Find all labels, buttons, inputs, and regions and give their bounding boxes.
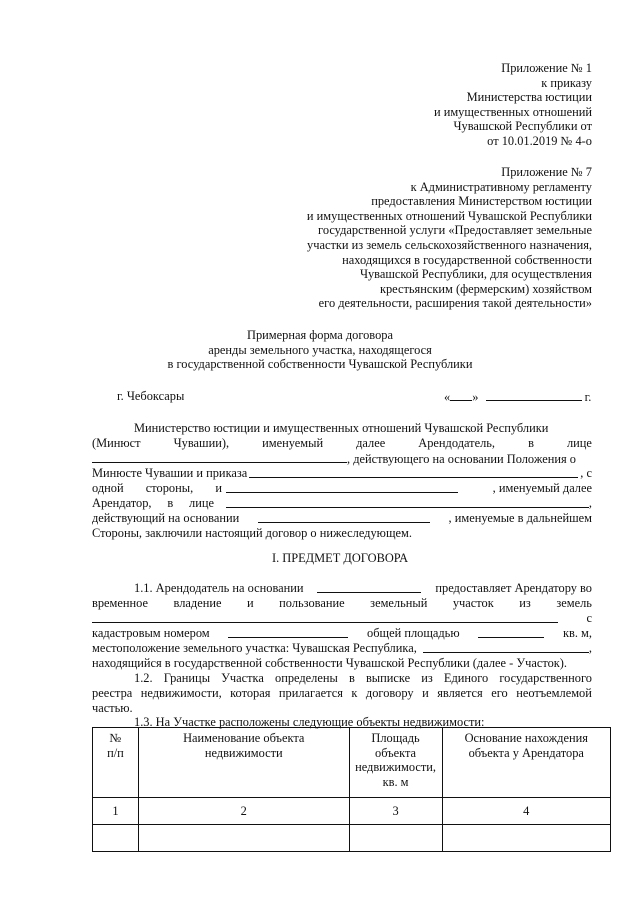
- appendix-1-line: Чувашской Республики от: [453, 119, 592, 134]
- word: лице: [189, 496, 214, 510]
- intro-line-6: [92, 496, 592, 511]
- clause-1-1-line-6: находящийся в государственной собственности Чувашской Республики (далее - Участок).: [92, 656, 568, 670]
- appendix-7-line: государственной услуги «Предоставляет земельные: [318, 223, 592, 238]
- word: определены: [275, 671, 338, 685]
- column-number-cell: 4: [442, 798, 610, 825]
- clause-text: кв. м,: [562, 626, 592, 640]
- clause-1-1-line-1: [134, 581, 592, 596]
- appendix-1-line: и имущественных отношений: [433, 104, 592, 119]
- tenant-representative-blank[interactable]: [226, 496, 589, 508]
- intro-text: , действующего на основании Положения о: [347, 452, 576, 466]
- word: Границы: [163, 671, 211, 685]
- title-line: в государственной собственности Чувашской Республики: [167, 357, 473, 372]
- month-blank[interactable]: [486, 389, 582, 401]
- word: и: [422, 686, 429, 700]
- intro-text: действующий на основании: [92, 511, 240, 525]
- clause-text: с: [586, 611, 592, 625]
- intro-text: , именуемый далее: [492, 481, 592, 495]
- word: Единого: [443, 671, 489, 685]
- word: временное: [92, 596, 148, 610]
- word: земельный: [370, 596, 428, 610]
- title-line: Примерная форма договора: [247, 328, 393, 342]
- title-line: аренды земельного участка, находящегося: [208, 342, 432, 357]
- appendix-7-line: участки из земель сельскохозяйственного назначения,: [307, 237, 592, 252]
- clause-1-2-line-3: частью.: [92, 701, 133, 715]
- city: г. Чебоксары: [117, 389, 185, 403]
- clause-text: ,: [588, 641, 592, 655]
- intro-text: ,: [588, 496, 592, 510]
- column-number-cell: 1: [93, 798, 139, 825]
- intro-line-8: Стороны, заключили настоящий договор о нижеследующем.: [92, 526, 412, 540]
- intro-line-2: [92, 436, 592, 451]
- column-header-area: Площадь объекта недвижимости, кв. м: [349, 728, 442, 798]
- appendix-1-line: Приложение № 1: [501, 61, 592, 75]
- word: является: [437, 686, 483, 700]
- appendix-1-line: Министерства юстиции: [466, 90, 592, 105]
- word: стороны,: [145, 481, 194, 495]
- clause-text: кадастровым номером: [92, 626, 210, 640]
- clause-text: общей площадью: [367, 626, 460, 640]
- year-suffix: г.: [584, 390, 592, 404]
- word: к: [351, 686, 358, 700]
- appendix-7-line: его деятельности, расширения такой деятельности»: [318, 296, 592, 311]
- clause-1-2-line-1: [134, 671, 592, 686]
- appendix-7-line: Чувашской Республики, для осуществления: [359, 267, 592, 282]
- word: из: [421, 671, 433, 685]
- clause-text: местоположение земельного участка: Чувашская Республика,: [92, 641, 417, 655]
- word: выписке: [365, 671, 411, 685]
- land-category-blank[interactable]: [92, 611, 558, 623]
- table-header-row: [93, 728, 611, 798]
- column-header-object-name: Наименование объекта недвижимости: [138, 728, 349, 798]
- intro-line-5: [92, 481, 592, 496]
- clause-1-1-line-4: [92, 626, 592, 641]
- empty-cell[interactable]: [138, 825, 349, 852]
- clause-1-3: 1.3. На Участке расположены следующие объекты недвижимости:: [134, 715, 485, 729]
- intro-text: Министерство юстиции и имущественных отношений Чувашской Республики: [134, 421, 549, 435]
- word: договору: [365, 686, 414, 700]
- clause-text: 1.1. Арендодатель на основании: [134, 581, 304, 595]
- date-field: [444, 389, 604, 405]
- word: и: [247, 596, 254, 610]
- clause-1-1-line-2: [92, 596, 592, 611]
- appendix-7-line: к Административному регламенту: [410, 179, 592, 194]
- word: Участка: [221, 671, 264, 685]
- word: государственного: [499, 671, 592, 685]
- area-blank[interactable]: [478, 626, 544, 638]
- table-row: [93, 798, 611, 825]
- word: участок: [452, 596, 494, 610]
- word: владение: [173, 596, 222, 610]
- representative-blank[interactable]: [92, 451, 347, 463]
- appendix-7-header: [307, 165, 592, 311]
- column-header-number: № п/п: [93, 728, 139, 798]
- date-quote-close: »: [472, 390, 479, 404]
- appendix-7-line: предоставления Министерством юстиции: [371, 194, 592, 209]
- appendix-7-line: находящихся в государственной собственности: [342, 252, 592, 267]
- section-heading: I. ПРЕДМЕТ ДОГОВОРА: [271, 551, 409, 565]
- tenant-basis-blank[interactable]: [258, 511, 430, 523]
- intro-line-1: [134, 421, 592, 436]
- word: которая: [230, 686, 271, 700]
- clause-1-1-line-3: [92, 611, 592, 626]
- intro-words: [92, 481, 222, 496]
- date-quote-open: «: [444, 390, 451, 404]
- intro-line-3: [92, 451, 592, 467]
- word: именуемый: [262, 436, 324, 450]
- appendix-1-line: к приказу: [541, 75, 592, 90]
- empty-cell[interactable]: [93, 825, 139, 852]
- tenant-blank[interactable]: [226, 481, 458, 493]
- word: Арендодатель,: [418, 436, 496, 450]
- appendix-1-line: от 10.01.2019 № 4-о: [487, 133, 592, 148]
- document-title: [0, 328, 640, 372]
- intro-text: , с: [580, 466, 592, 480]
- appendix-7-line: Приложение № 7: [501, 165, 592, 179]
- appendix-7-line: и имущественных отношений Чувашской Республики: [306, 208, 592, 223]
- column-number-cell: 2: [138, 798, 349, 825]
- order-blank[interactable]: [249, 466, 578, 478]
- word: его: [491, 686, 508, 700]
- word: земель: [556, 596, 592, 610]
- word: лице: [566, 436, 592, 450]
- word: реестра: [92, 686, 133, 700]
- column-header-basis: Основание нахождения объекта у Арендатора: [442, 728, 610, 798]
- appendix-7-line: крестьянским (фермерским) хозяйством: [379, 281, 592, 296]
- empty-cell[interactable]: [442, 825, 610, 852]
- word: в: [348, 671, 355, 685]
- word: Чувашии),: [173, 436, 230, 450]
- word: и: [215, 481, 222, 495]
- word: пользование: [279, 596, 345, 610]
- word: 1.2.: [134, 671, 153, 685]
- clause-1-2-line-2: [92, 686, 592, 701]
- word: неотъемлемой: [516, 686, 592, 700]
- word: в: [167, 496, 174, 510]
- word: Арендатор,: [92, 496, 152, 510]
- location-blank[interactable]: [423, 641, 589, 653]
- intro-words: [92, 496, 214, 511]
- intro-line-4: [92, 466, 592, 481]
- column-number-cell: 3: [349, 798, 442, 825]
- table-row: [93, 825, 611, 852]
- word: прилагается: [278, 686, 343, 700]
- intro-text: , именуемые в дальнейшем: [448, 511, 592, 525]
- word: недвижимости,: [140, 686, 222, 700]
- clause-text: предоставляет Арендатору во: [435, 581, 592, 595]
- basis-blank[interactable]: [317, 581, 421, 593]
- cadastral-number-blank[interactable]: [228, 626, 348, 638]
- intro-text: Минюсте Чувашии и приказа: [92, 466, 248, 480]
- word: одной: [92, 481, 124, 495]
- word: из: [519, 596, 531, 610]
- real-estate-objects-table: [92, 727, 611, 852]
- appendix-1-header: [434, 61, 592, 149]
- clause-1-1-line-5: [92, 641, 592, 656]
- word: (Минюст: [92, 436, 141, 450]
- empty-cell[interactable]: [349, 825, 442, 852]
- word: далее: [356, 436, 386, 450]
- intro-line-7: [92, 511, 592, 526]
- day-blank[interactable]: [450, 389, 472, 401]
- word: в: [528, 436, 534, 450]
